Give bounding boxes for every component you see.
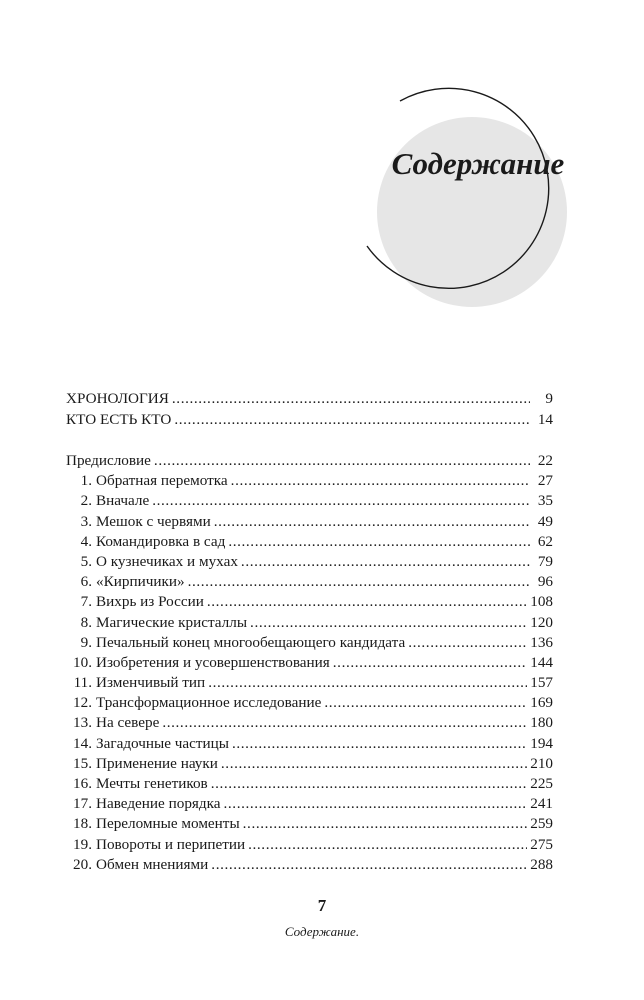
toc-entry-page: 108 [530, 593, 553, 611]
dot-leader [408, 634, 527, 652]
toc-entry [66, 856, 553, 876]
toc-entry-page: 35 [537, 492, 553, 510]
toc-entry-title: На севере [96, 714, 160, 732]
toc-entry-page: 194 [530, 734, 553, 752]
toc-entry-title: Обмен мнениями [96, 855, 209, 873]
toc-entry-page: 136 [530, 633, 553, 651]
toc-entry-number: 6. [80, 573, 92, 591]
toc-entry-number: 5. [80, 552, 92, 570]
toc-entry-number: 15. [73, 754, 92, 772]
toc-entry-title: Применение науки [96, 754, 218, 772]
toc-entry-number: 3. [80, 512, 92, 530]
dot-leader [172, 390, 530, 408]
toc-entry-title: Изобретения и усовершенствования [96, 653, 330, 671]
toc-entry-title: Вихрь из России [96, 593, 204, 611]
toc-entry [66, 694, 553, 714]
toc-entry-page: 259 [530, 815, 553, 833]
toc-entry-page: 275 [530, 835, 553, 853]
dot-leader [208, 674, 527, 692]
dot-leader [324, 694, 527, 712]
dot-leader [232, 735, 527, 753]
dot-leader [214, 513, 530, 531]
toc-entry-number: 16. [73, 775, 92, 792]
front-matter-list [66, 390, 553, 431]
toc-entry-number: 4. [80, 532, 92, 550]
toc-entry [66, 714, 553, 734]
dot-leader [174, 411, 530, 429]
dot-leader [248, 836, 527, 854]
toc-entry [66, 593, 553, 613]
toc-entry [66, 654, 553, 674]
toc-entry-title: Обратная перемотка [96, 472, 228, 490]
toc-entry-title: Командировка в сад [96, 532, 226, 550]
toc-entry-title: «Кирпичики» [96, 573, 185, 591]
toc-entry-page: 62 [537, 532, 553, 550]
chapter-list [66, 452, 553, 876]
dot-leader [211, 775, 528, 793]
toc-entry-title: Наведение порядка [96, 795, 221, 813]
toc-entry-title: Магические кристаллы [96, 613, 248, 631]
toc-entry [66, 492, 553, 512]
toc-entry [66, 836, 553, 856]
toc-entry [66, 411, 553, 432]
toc-entry-title: Печальный конец многообещающего кандидата [96, 633, 406, 651]
toc-entry-number: 17. [73, 795, 92, 813]
dot-leader [333, 654, 527, 672]
toc-entry-page: 225 [530, 775, 553, 792]
dot-leader [162, 714, 527, 732]
toc-entry-number: 10. [73, 653, 92, 671]
dot-leader [224, 795, 528, 813]
dot-leader [207, 593, 527, 611]
toc-entry-number: 11. [73, 674, 92, 692]
dot-leader [243, 815, 528, 833]
toc-entry-title: КТО ЕСТЬ КТО [66, 410, 172, 428]
toc-entry [66, 533, 553, 553]
toc-entry-number: 13. [73, 714, 92, 732]
running-footer: Содержание. [284, 924, 360, 939]
toc-entry-title: Изменчивый тип [96, 674, 206, 692]
dot-leader [241, 553, 530, 571]
toc-entry-title: Повороты и перипетии [96, 835, 246, 853]
toc-entry-page: 96 [537, 573, 553, 591]
toc-entry [66, 674, 553, 694]
toc-entry-number: 18. [73, 815, 92, 833]
toc-entry [66, 755, 553, 775]
toc-entry-page: 79 [537, 552, 553, 570]
page-title: Содержание [391, 146, 565, 181]
dot-leader [250, 614, 527, 632]
toc-entry-page: 169 [530, 694, 553, 712]
toc-entry-number: 2. [80, 492, 92, 510]
toc-entry [66, 795, 553, 815]
toc-entry-page: 288 [530, 855, 553, 873]
toc-entry-number: 8. [80, 613, 92, 631]
toc-entry-title: ХРОНОЛОГИЯ [66, 390, 169, 407]
dot-leader [154, 452, 530, 470]
toc-entry-page: 157 [530, 674, 553, 692]
toc-entry-page: 120 [530, 613, 553, 631]
toc-entry [66, 614, 553, 634]
toc-entry-title: О кузнечиках и мухах [96, 552, 238, 570]
toc-entry-title: Мешок с червями [96, 512, 211, 530]
toc-entry-number: 7. [80, 593, 92, 611]
toc-entry-title: Вначале [96, 492, 150, 510]
dot-leader [228, 533, 530, 551]
dot-leader [188, 573, 530, 591]
toc-entry-page: 49 [537, 512, 553, 530]
toc-entry-title: Мечты генетиков [96, 775, 208, 792]
toc-entry-page: 210 [530, 754, 553, 772]
toc-entry-page: 14 [537, 410, 553, 428]
toc-entry-number: 9. [80, 633, 92, 651]
toc-entry-preface [66, 452, 553, 472]
toc-entry-number: 1. [80, 472, 92, 490]
toc-entry [66, 553, 553, 573]
toc-entry [66, 775, 553, 795]
dot-leader [211, 856, 527, 874]
toc-entry-page: 27 [537, 472, 553, 490]
dot-leader [231, 472, 530, 490]
dot-leader [221, 755, 527, 773]
toc-entry [66, 735, 553, 755]
toc-entry-page: 9 [545, 390, 553, 407]
toc-entry-number: 12. [73, 694, 92, 712]
toc-entry-number: 14. [73, 734, 92, 752]
toc-entry [66, 513, 553, 533]
toc-entry-number: 19. [73, 835, 92, 853]
toc-entry-page: 180 [530, 714, 553, 732]
toc-entry [66, 472, 553, 492]
toc-entry [66, 390, 553, 411]
toc-entry [66, 634, 553, 654]
page-number: 7 [317, 896, 327, 915]
toc-entry-title: Загадочные частицы [96, 734, 229, 752]
toc-entry-title: Переломные моменты [96, 815, 240, 833]
toc-entry [66, 815, 553, 835]
toc-entry-title: Предисловие [66, 452, 151, 469]
toc-entry [66, 573, 553, 593]
dot-leader [152, 492, 530, 510]
toc-entry-title: Трансформационное исследование [96, 694, 322, 712]
toc-entry-page: 144 [530, 653, 553, 671]
toc-entry-page: 22 [537, 452, 553, 469]
toc-entry-page: 241 [530, 795, 553, 813]
toc-entry-number: 20. [73, 855, 92, 873]
